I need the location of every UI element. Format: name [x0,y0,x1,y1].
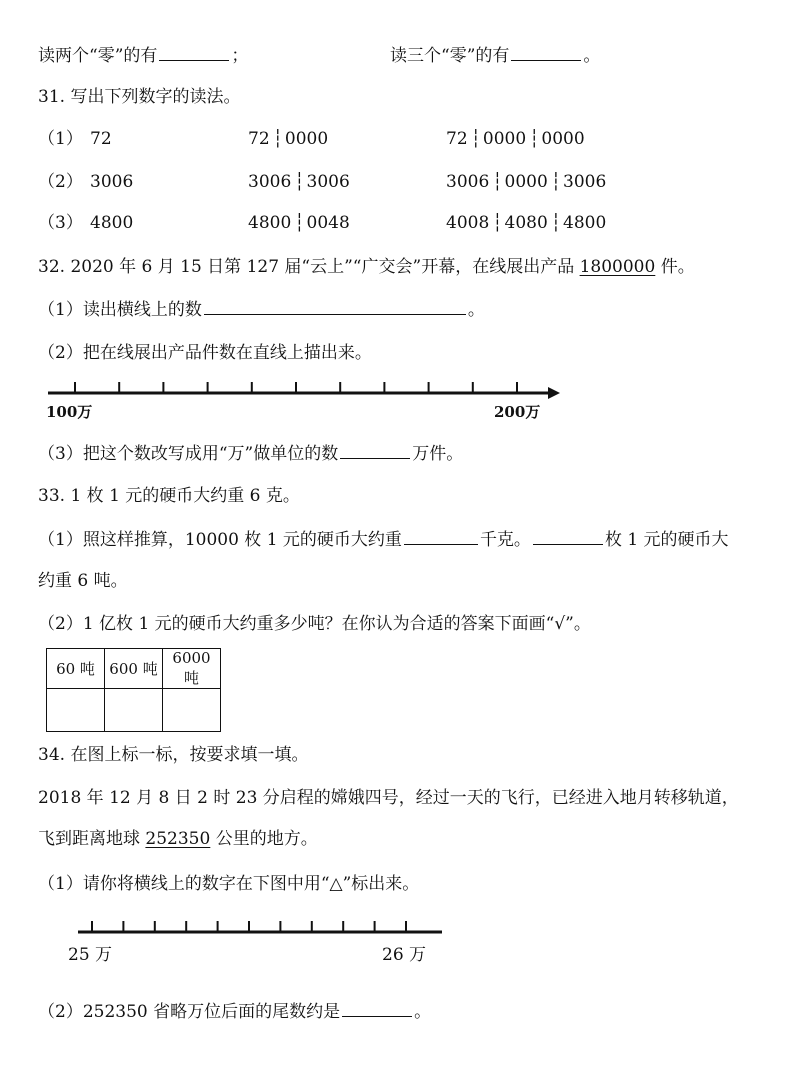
q34-intro-end: 公里的地方。 [210,829,318,849]
digit-group-separator: ┆ [294,172,304,192]
number-segment: 4800 [248,213,292,233]
number-segment: 72 [446,129,468,149]
number-segment: 4008 [446,213,490,233]
number-segment: 0048 [306,213,350,233]
q32-part-1 [38,298,485,321]
table-header-row [47,649,221,689]
number-segment: 3006 [248,172,292,192]
q31-row-3-a: 4800 [90,213,134,233]
table-answer-row [47,689,221,732]
q34-part-1: （1）请你将横线上的数字在下图中用“△”标出来。 [38,874,420,894]
q34-intro-line-1: 2018 年 12 月 8 日 2 时 23 分启程的嫦娥四号，经过一天的飞行，已经进入地月转移轨道， [38,788,739,808]
q31-row-1-b [248,128,328,150]
q30-answer-blank-1[interactable] [159,44,229,61]
answer-cell-6000-ton[interactable] [163,689,221,732]
q32-part-3 [38,442,463,465]
q32-part-3-label: （3）把这个数改写成用“万”做单位的数 [38,444,339,464]
q32-part-1-label: （1）读出横线上的数 [38,300,202,320]
q34-part-2-label: （2）252350 省略万位后面的尾数约是 [38,1002,341,1022]
q30-read-two-zero-line [38,44,248,67]
q32-axis-start-label: 100万 [46,403,93,421]
number-segment: 3006 [446,172,490,192]
q33-answer-blank-2[interactable] [533,528,603,545]
q33-part-1-unit: 千克。 [479,530,531,550]
q31-row-2-c [446,171,606,193]
q31-row-1-index: （1） [38,129,83,149]
number-line-ticks [75,382,517,393]
q34-part-2 [38,1000,431,1023]
q32-part-1-end: 。 [467,300,485,320]
number-segment: 4800 [563,213,607,233]
q31-row-2-b [248,171,350,193]
q31-row-3-index: （3） [38,213,83,233]
q33-part-2: （2）1 亿枚 1 元的硬币大约重多少吨？在你认为合适的答案下面画“√”。 [38,614,591,634]
q32-answer-blank-3[interactable] [340,442,410,459]
number-line-ticks [92,921,406,932]
answer-cell-600-ton[interactable] [105,689,163,732]
digit-group-separator: ┆ [550,172,561,192]
q30-read-two-zero-label: 读两个“零”的有 [38,46,158,66]
answer-cell-60-ton[interactable] [47,689,105,732]
q34-part-2-end: 。 [414,1002,432,1022]
q34-axis-end-label: 26 万 [382,945,427,965]
number-segment: 0000 [541,129,585,149]
q33-part-1 [38,528,729,551]
digit-group-separator: ┆ [272,129,282,149]
q33-part-1-label: （1）照这样推算，10000 枚 1 元的硬币大约重 [38,530,402,550]
q32-title-text: 32. 2020 年 6 月 15 日第 127 届“云上”“广交会”开幕，在线展出产品 [38,257,580,277]
digit-group-separator: ┆ [492,213,502,233]
q33-answer-blank-1[interactable] [404,528,478,545]
q31-row-1-a: 72 [90,129,112,149]
number-segment: 72 [248,129,270,149]
q33-part-1-continued: 约重 6 吨。 [38,571,128,591]
q32-title-end: 件。 [655,257,695,277]
q30-answer-blank-2[interactable] [511,44,581,61]
q31-row-3-c [446,212,606,234]
q34-intro-text: 飞到距离地球 [38,829,146,849]
q30-read-three-zero-line [390,44,600,67]
q32-part-2: （2）把在线展出产品件数在直线上描出来。 [38,343,372,363]
q34-title: 34. 在图上标一标，按要求填一填。 [38,745,309,765]
q34-underlined-number: 252350 [145,829,211,849]
q33-title: 33. 1 枚 1 元的硬币大约重 6 克。 [38,486,300,506]
number-segment: 4080 [504,213,548,233]
q32-part-3-end: 万件。 [412,444,464,464]
q33-answer-table [46,648,221,732]
q34-axis-start-label: 25 万 [68,945,113,965]
number-segment: 0000 [284,129,329,149]
option-60-ton: 60 吨 [47,649,105,689]
digit-group-separator: ┆ [294,213,304,233]
q34-number-line[interactable] [0,918,800,942]
q32-title [38,256,695,278]
q31-title: 31. 写出下列数字的读法。 [38,87,241,107]
arrow-right-icon [548,387,560,399]
q31-row-3-b [248,212,350,234]
q31-row-1-c [446,128,585,150]
q34-answer-blank[interactable] [342,1000,412,1017]
q32-underlined-number: 1800000 [579,257,656,277]
q31-row-2-index: （2） [38,172,83,192]
q32-number-line[interactable] [0,376,800,400]
number-segment: 3006 [306,172,350,192]
q30-read-three-zero-label: 读三个“零”的有 [390,46,510,66]
digit-group-separator: ┆ [529,129,539,149]
number-segment: 0000 [504,172,548,192]
digit-group-separator: ┆ [492,172,502,192]
number-segment: 3006 [563,172,607,192]
digit-group-separator: ┆ [550,213,561,233]
q32-answer-blank-1[interactable] [204,298,466,315]
option-600-ton: 600 吨 [105,649,163,689]
q30-separator: ； [231,46,249,66]
number-segment: 0000 [482,129,527,149]
q33-part-1-tail: 枚 1 元的硬币大 [604,530,729,550]
option-6000-ton: 6000 吨 [163,649,221,689]
q30-end: 。 [583,46,601,66]
q31-row-2-a: 3006 [90,172,134,192]
q32-axis-end-label: 200万 [494,403,541,421]
q34-intro-line-2 [38,828,318,850]
digit-group-separator: ┆ [470,129,480,149]
